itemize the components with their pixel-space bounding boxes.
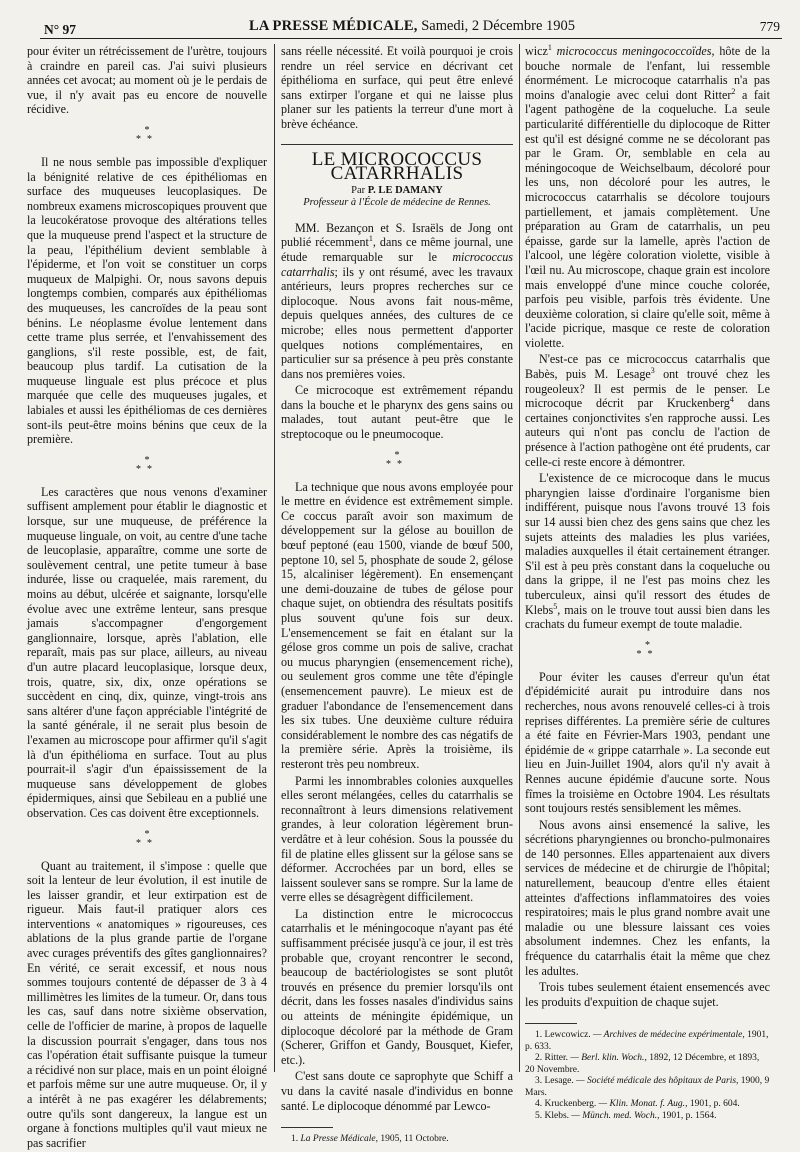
footnote: 4. Kruckenberg. — Klin. Monat. f. Aug., 1901, p. 604. bbox=[535, 1099, 740, 1110]
paragraph: Quant au traitement, il s'impose : quelle que soit la lenteur de leur évolution, il est inutile de les laisser grandir, et leur extirpation est de rigueur. Mais faut-il pratiquer alors ces interventions « anatomiques » rigoureuses, ces ablations de la plus grande partie de l'organe avec curages préventifs des gîtes ganglionnaires? En vérité, ce serait excessif, et nous nous sommes toujours contenté de dépasser de 3 à 4 millimètres les limites de la tumeur. Or, dans tous les cas, sauf dans notre sixième observation, celle de l'officier de marine, à propos de laquelle la discussion pourrait s'engager, dans tous nos cas l'opération était suffisante puisque la tumeur a récidivé non sur place, mais en un point éloigné et parfois même sur une autre muqueuse. Or, il y a intérêt à ne pas exagérer les délabrements; outre qu'ils sont dangereux, la langue est un organe à fonctions multiples qu'il vaut mieux ne pas sacrifier bbox=[27, 858, 268, 1150]
paragraph: Les caractères que nous venons d'examiner suffisent amplement pour établir le diagnostic et lorsque, sur une muqueuse, de préférence la muqueuse linguale, on voit, au centre d'une tache de leucoplasie, apparaître, comme une sorte de soulèvement central, une petite tumeur à base indurée, lisse ou craquelée, mais rarement, du moins au début, ulcérée et saignante, lorsqu'elle évolue avec une extrême lenteur, sans presque jamais s'accompagner d'engorgement ganglionnaire, lorsque, après l'ablation, elle reparaît, mais pas sur place, ailleurs, au niveau d'un autre placard leucoplasique, lorsque deux, trois, quatre, six, dix, onze opérations se succèdent en cinq, dix, quinze, vingt-trois ans sans altérer d'une façon appréciable l'intégrité de la santé générale, il ne serait plus besoin de l'examen au microscope pour affirmer qu'il s'agit là d'un épithélioma en surface. Tout au plus pourrait-il s'agir d'un épaississement de la muqueuse sans développement de globes épidermiques, ainsi que Sebileau en a publié une observation. Ces cas doivent être exceptionnels. bbox=[27, 484, 267, 820]
paragraph: L'existence de ce microcoque dans le mucus pharyngien laisse d'ordinaire l'organisme bien indifférent, puisque nous l'avons trouvé 13 fois sur 14 aussi bien chez des gens sains que chez les sujets atteints des maladies les plus variées, maladies auxquelles il était certainement étranger. S'il est à peu près constant dans la coqueluche ou dans la grippe, il ne l'est pas moins chez les tuberculeux, ainsi qu'il ressort des études de Klebs$^5$, mais on le trouve tout aussi bien dans les crachats du fumeur exempt de toute maladie. bbox=[525, 471, 770, 632]
footnote-separator bbox=[525, 1023, 577, 1024]
footnote-ref[interactable]: 2 bbox=[731, 86, 736, 96]
column-1 bbox=[27, 44, 267, 1152]
paragraph: MM. Bezançon et S. Israëls de Jong ont publié récemment$^1$, dans ce même journal, une étude remarquable sur le micrococcus catarrhalis; ils y ont résumé, avec les travaux antérieurs, leurs propres recherches sur ce diplocoque. Nous avons fait nous-même, depuis quelques années, des cultures de ce microbe; elles nous permettent d'apporter quelques notions complémentaires, en particulier sur sa présence à peu près constante dans nos premières voies. bbox=[281, 220, 513, 381]
footnote-ref[interactable]: 5 bbox=[553, 601, 558, 611]
footnote-ref[interactable]: 1 bbox=[547, 42, 552, 52]
byline-prefix: Par bbox=[351, 184, 366, 196]
journal-line bbox=[44, 18, 780, 35]
author-affiliation: Professeur à l'École de médecine de Rennes. bbox=[303, 196, 491, 208]
article-title: LE MICROCOCCUS CATARRHALIS bbox=[311, 148, 483, 185]
article-top-rule bbox=[281, 144, 513, 145]
paragraph: La technique que nous avons employée pour le mettre en évidence est extrêmement simple. Ce coccus paraît avoir son maximum de développement sur la gélose au bouillon de bœuf peptoné (eau 1500, viande de bœuf 500, peptone 10, sel 5, phosphate de soude 2, gélose 15, alcaliniser légèrement). En ensemençant une demi-douzaine de tubes de gélose pour chaque sujet, on obtiendra des résultats positifs plus souvent qu'une fois sur deux. L'ensemencement se fait en étalant sur la gélose gros comme un pois de salive, crachat ou mucus pharyngien (ensemencement riche), ou seulement gros comme une tête d'épingle (ensemencement pauvre). Le mieux est de graduer l'abondance de l'ensemencement dans les six tubes. Une deuxième culture réduira considérablement le nombre des cas négatifs de la première série. Après la troisième, ils resteront très peu nombreux. bbox=[281, 479, 513, 771]
footnote: 5. Klebs. — Münch. med. Woch., 1901, p. 1564. bbox=[535, 1110, 717, 1121]
footnote-ref[interactable]: 4 bbox=[729, 395, 734, 405]
column-3 bbox=[525, 44, 770, 1122]
footnote: 3. Lesage. — Société médicale des hôpitaux de Paris, 1900, 9 Mars. bbox=[525, 1076, 770, 1098]
journal-title: LA PRESSE MÉDICALE, bbox=[248, 18, 418, 34]
column-divider bbox=[519, 44, 520, 1072]
section-separator: * ** bbox=[136, 124, 158, 145]
paragraph: Trois tubes seulement étaient ensemencés avec les produits d'expuition de chaque sujet. bbox=[525, 980, 770, 1009]
paragraph: Pour éviter les causes d'erreur qu'un état d'épidémicité aurait pu introduire dans nos recherches, nous avons renouvelé celles-ci à trois reprises différentes. La première série de cultures a été faite en Février-Mars 1903, pendant une épidémie de « grippe catarrhale ». La seconde eut lieu en Juin-Juillet 1904, alors qu'il n'y avait à Rennes aucune épidémie d'aucune sorte. Nous fîmes la troisième en Octobre 1904. Les résultats sont toujours restés sensiblement les mêmes. bbox=[525, 669, 770, 816]
paragraph: C'est sans doute ce saprophyte que Schiff a vu dans la cavité nasale d'individus en bonne santé. Le diplocoque dénommé par Lewco- bbox=[281, 1069, 513, 1113]
paragraph: Nous avons ainsi ensemencé la salive, les sécrétions pharyngiennes ou broncho-pulmonaires de 140 personnes. Elles appartenaient aux divers services de médecine et de chirurgie de l'hôpital; naturellement, beaucoup d'entre elles étaient atteintes d'affections inflammatoires des voies respiratoires; mais le plus grand nombre avait une maladie ou une blessure laissant ces voies absolument indemnes. Chez les enfants, la fréquence du catarrhalis était la même que chez les adultes. bbox=[525, 817, 770, 978]
running-header bbox=[44, 16, 780, 40]
section-separator: * ** bbox=[136, 454, 158, 475]
column-2 bbox=[281, 44, 513, 1146]
footnote-separator bbox=[281, 1127, 333, 1128]
paragraph: Parmi les innombrables colonies auxquelles elles seront mélangées, celles du catarrhalis se reconnaîtront à leurs dimensions relativement grandes, à leur coloration légèrement brun-verdâtre et à leur cohésion. Sous la poussée du fil de platine elles glissent sur la gélose sans se déformer. Accrochées par un bord, elles se laissent soulever sans se rompre. Sur la lame de verre elles se désagrègent difficilement. bbox=[281, 773, 513, 905]
footnote: 1. Lewcowicz. — Archives de médecine expérimentale, 1901, p. 633. bbox=[525, 1030, 769, 1052]
section-separator: * ** bbox=[386, 449, 408, 470]
paragraph: Ce microcoque est extrêmement répandu dans la bouche et le pharynx des gens sains ou malades, tout autant peut-être que le streptocoque ou le pneumocoque. bbox=[281, 383, 513, 442]
paragraph: sans réelle nécessité. Et voilà pourquoi je crois rendre un réel service en décrivant cet épithélioma en surface, qui peut être enlevé sans extirper l'organe et qui ne laisse plus planer sur les patients la terreur d'une mort à brève échéance. bbox=[281, 44, 513, 131]
paragraph: Il ne nous semble pas impossible d'expliquer la bénignité relative de ces épithéliomas en surface des muqueuses leucoplasiques. De nombreux examens microscopiques prouvent que la leucokératose provoque des altérations telles que la muqueuse prend l'aspect et la structure de la peau, l'épithélium devient semblable à l'épiderme, et l'on voit se constituer un corps muqueux de Malpighi. Or, nous savons depuis longtemps combien, comparés aux épithéliomas des muqueuses, les cancroïdes de la peau sont bénins. Le néoplasme évolue lentement dans cette trame plus serrée, et l'envahissement des ganglions, s'il reste possible, est, de fait, beaucoup plus tardif. La cutisation de la muqueuse linguale est plus précoce et plus marquée que celle des muqueuses jugales, et labiales et aussi les épithéliomas de ces dernières sont-ils peut-être moins bénins que ceux de la première. bbox=[27, 154, 267, 447]
footnote: 1. La Presse Médicale, 1905, 11 Octobre. bbox=[291, 1134, 449, 1145]
header-rule bbox=[40, 38, 782, 39]
footnotes bbox=[525, 1030, 770, 1122]
footnote: 2. Ritter. — Berl. klin. Woch., 1892, 12 Décembre, et 1893, 20 Novembre. bbox=[525, 1053, 760, 1075]
issue-number: N° 97 bbox=[44, 22, 77, 37]
column-divider bbox=[274, 44, 275, 1072]
article-byline bbox=[281, 185, 513, 197]
section-separator: * ** bbox=[636, 639, 659, 660]
paragraph: pour éviter un rétrécissement de l'urètre, toujours à craindre en pareil cas. J'ai suivi plusieurs années cet avocat; au moment où je le perdais de vue, il n'y avait pas eu encore de nouvelle récidive. bbox=[27, 44, 267, 117]
footnote-ref[interactable]: 3 bbox=[650, 366, 655, 376]
article-author: P. LE DAMANY bbox=[367, 184, 443, 196]
paragraph: wicz$^1$ micrococcus meningococcoïdes, hôte de la bouche normale de l'enfant, lui ressemble énormément. Le microcoque catarrhalis n'a pas moins d'analogie avec celui dont Ritter$^2$ a fait l'agent pathogène de la coqueluche. La seule particularité différentielle du diplocoque de Ritter est qu'il est désigné comme ne se décolorant pas par le Gram. Or, semblable en cela au méningocoque de Weichselbaum, décoloré pour les uns, non décoloré pour les autres, le micrococcus catarrhalis se décolore toujours partiellement, et jamais complètement. Une préparation au Gram de catarrhalis, un peu épaisse, garde sur la lamelle, après l'action de l'alcool, une légère coloration violette, visible à l'œil nu. Au microscope, chaque grain est incolore mais enveloppé d'une mince couche colorée, parfois peu visible, parfois très évidente. Une deuxième coloration, si claire qu'elle soit, même à l'acide picrique, masque ce reste de coloration violette. bbox=[525, 42, 771, 350]
paragraph: N'est-ce pas ce micrococcus catarrhalis que Babès, puis M. Lesage$^3$ ont trouvé chez les rougeoleux? Il est permis de le penser. Le microcoque décrit par Kruckenberg$^4$ dans certaines conjonctivites s'en rapproche aussi. Les auteurs qui n'ont pas conclu de l'action de présence à l'action pathogène ont été prudents, car celle-ci reste encore à démontrer. bbox=[525, 352, 770, 469]
issue-date: Samedi, 2 Décembre 1905 bbox=[421, 18, 576, 34]
footnote-ref[interactable]: 1 bbox=[368, 234, 373, 244]
section-separator: * ** bbox=[136, 828, 158, 849]
page-number: 779 bbox=[759, 19, 780, 34]
paragraph: La distinction entre le micrococcus catarrhalis et le méningocoque n'ayant pas été suffisamment précisée jusqu'à ce jour, il est très probable que, croyant rencontrer le second, beaucoup de bactériologistes se sont plutôt trouvés en présence du premier lorsqu'ils ont décrit, dans les fosses nasales d'individus sains ou atteints de méningite épidémique, un diplocoque décoloré par la méthode de Gram (Scherer, Griffon et Gandy, Bousquet, Kiefer, etc.). bbox=[281, 906, 513, 1067]
